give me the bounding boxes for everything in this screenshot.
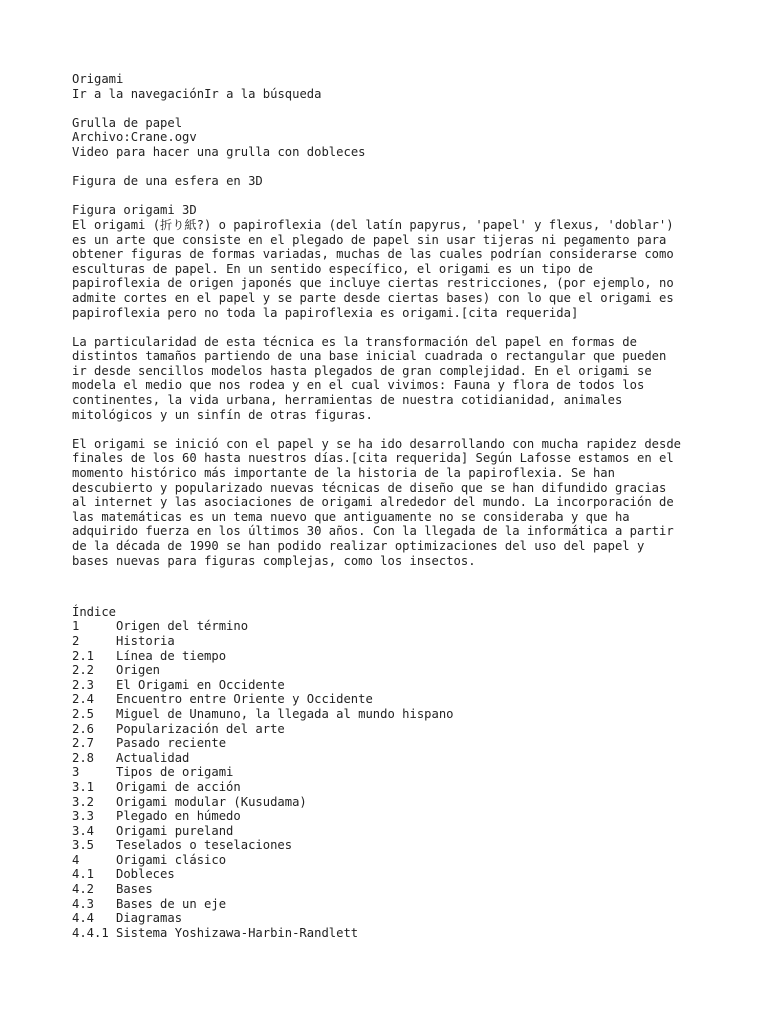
toc-item-number: 4.2 [72, 882, 95, 897]
toc-item[interactable] [72, 882, 712, 897]
toc-item-label[interactable]: Plegado en húmedo [116, 809, 241, 824]
toc-item-number: 3.1 [72, 779, 95, 794]
toc-item-number: 4.4.1 [72, 925, 109, 940]
toc-item-number: 4.1 [72, 867, 95, 882]
toc-item-number: 2.7 [72, 736, 95, 751]
toc-item-number: 4.4 [72, 911, 95, 926]
toc-item[interactable] [72, 663, 712, 678]
toc-item[interactable] [72, 838, 712, 853]
toc-item-number: 2.1 [72, 648, 95, 663]
toc-item-number: 3.3 [72, 809, 95, 824]
toc-item-number: 1 [72, 619, 80, 634]
paragraph-intro: El origami (折り紙?) o papiroflexia (del latín papyrus, 'papel' y flexus, 'doblar') es un arte que consiste en el plegado de papel sin usar tijeras ni pegamento para obtener figuras de formas variadas, muchas de las cuales podrían considerarse como esculturas de papel. En un sentido específico, el origami es un tipo de papiroflexia de origen japonés que incluye ciertas restricciones, (por ejemplo, no admite cortes en el papel y se parte desde ciertas bases) con lo que el origami es papiroflexia pero no toda la papiroflexia es origami.[cita requerida] [72, 217, 674, 320]
toc-item-number: 2.3 [72, 677, 95, 692]
toc-item-number: 2.4 [72, 692, 95, 707]
toc-item[interactable] [72, 678, 712, 693]
toc-item[interactable] [72, 926, 712, 941]
toc-item[interactable] [72, 911, 712, 926]
file-link[interactable]: Archivo:Crane.ogv [72, 130, 197, 145]
toc-item[interactable] [72, 707, 712, 722]
toc-item-number: 2.6 [72, 721, 95, 736]
toc-item-label[interactable]: Origami pureland [116, 823, 234, 838]
toc-item-label[interactable]: Origen [116, 663, 161, 678]
toc-item-label[interactable]: Origami de acción [116, 779, 241, 794]
toc-item-number: 3.2 [72, 794, 95, 809]
toc-item[interactable] [72, 824, 712, 839]
image-caption-sphere: Figura de una esfera en 3D [72, 174, 263, 189]
image-caption-crane: Grulla de papel [72, 115, 183, 130]
page-title: Origami [72, 72, 124, 86]
toc-item-label[interactable]: Bases [116, 882, 153, 897]
toc-item-label[interactable]: Teselados o teselaciones [116, 838, 293, 853]
paragraph-particularity: La particularidad de esta técnica es la transformación del papel en formas de distintos tamaños partiendo de una base inicial cuadrada o rectangular que pueden ir desde sencillos modelos hasta plegados de gran complejidad. En el origami se modela el medio que nos rodea y en el cual vivimos: Fauna y flora de todos los continentes, la vida urbana, herramientas de nuestra cotidianidad, animales mitológicos y un sinfín de otras figuras. [72, 334, 667, 422]
toc-item-number: 3.5 [72, 838, 95, 853]
toc-item-number: 2.5 [72, 706, 95, 721]
document-page [72, 72, 712, 940]
toc-item-number: 3.4 [72, 823, 95, 838]
toc-item[interactable] [72, 867, 712, 882]
toc-item[interactable] [72, 751, 712, 766]
toc-item-number: 4 [72, 852, 80, 867]
toc-item-label[interactable]: Encuentro entre Oriente y Occidente [116, 692, 373, 707]
toc-item-number: 3 [72, 765, 80, 780]
toc-item[interactable] [72, 809, 712, 824]
toc-item-number: 2.2 [72, 663, 95, 678]
toc-item[interactable] [72, 722, 712, 737]
toc-item-label[interactable]: Línea de tiempo [116, 648, 227, 663]
toc-item-label[interactable]: Bases de un eje [116, 896, 227, 911]
toc-item-number: 2.8 [72, 750, 95, 765]
toc-item-label[interactable]: Pasado reciente [116, 736, 227, 751]
toc-item-label[interactable]: Miguel de Unamuno, la llegada al mundo hispano [116, 706, 454, 721]
toc-item[interactable] [72, 619, 712, 634]
toc-item-label[interactable]: Origen del término [116, 619, 249, 634]
video-description: Video para hacer una grulla con dobleces [72, 144, 366, 159]
toc-item-label[interactable]: Actualidad [116, 750, 190, 765]
toc-item-label[interactable]: Historia [116, 633, 175, 648]
toc-item[interactable] [72, 780, 712, 795]
toc-item-number: 4.3 [72, 896, 95, 911]
toc-item[interactable] [72, 649, 712, 664]
toc-item[interactable] [72, 634, 712, 649]
toc-list [72, 619, 712, 940]
toc-item[interactable] [72, 692, 712, 707]
skip-links[interactable]: Ir a la navegaciónIr a la búsqueda [72, 86, 322, 101]
toc-item-label[interactable]: Popularización del arte [116, 721, 285, 736]
toc-item[interactable] [72, 897, 712, 912]
toc-item-number: 2 [72, 633, 80, 648]
toc-item[interactable] [72, 795, 712, 810]
toc-item-label[interactable]: Dobleces [116, 867, 175, 882]
toc-item-label[interactable]: Origami modular (Kusudama) [116, 794, 307, 809]
toc-heading: Índice [72, 604, 117, 619]
image-caption-3d: Figura origami 3D [72, 203, 197, 218]
toc-item[interactable] [72, 736, 712, 751]
toc-item-label[interactable]: El Origami en Occidente [116, 677, 285, 692]
toc-item-label[interactable]: Origami clásico [116, 852, 227, 867]
toc-item-label[interactable]: Sistema Yoshizawa-Harbin-Randlett [116, 925, 359, 940]
toc-item-label[interactable]: Diagramas [116, 911, 183, 926]
toc-item[interactable] [72, 853, 712, 868]
toc-item-label[interactable]: Tipos de origami [116, 765, 234, 780]
paragraph-history: El origami se inició con el papel y se ha ido desarrollando con mucha rapidez desde finales de los 60 hasta nuestros días.[cita requerida] Según Lafosse estamos en el momento histórico más importante de la historia de la papiroflexia. Se han descubierto y popularizado nuevas técnicas de diseño que se han difundido gracias al internet y las asociaciones de origami alrededor del mundo. La incorporación de las matemáticas es un tema nuevo que antiguamente no se consideraba y que ha adquirido fuerza en los últimos 30 años. Con la llegada de la informática a partir de la década de 1990 se han podido realizar optimizaciones del uso del papel y bases nuevas para figuras complejas, como los insectos. [72, 436, 682, 568]
toc-item[interactable] [72, 765, 712, 780]
